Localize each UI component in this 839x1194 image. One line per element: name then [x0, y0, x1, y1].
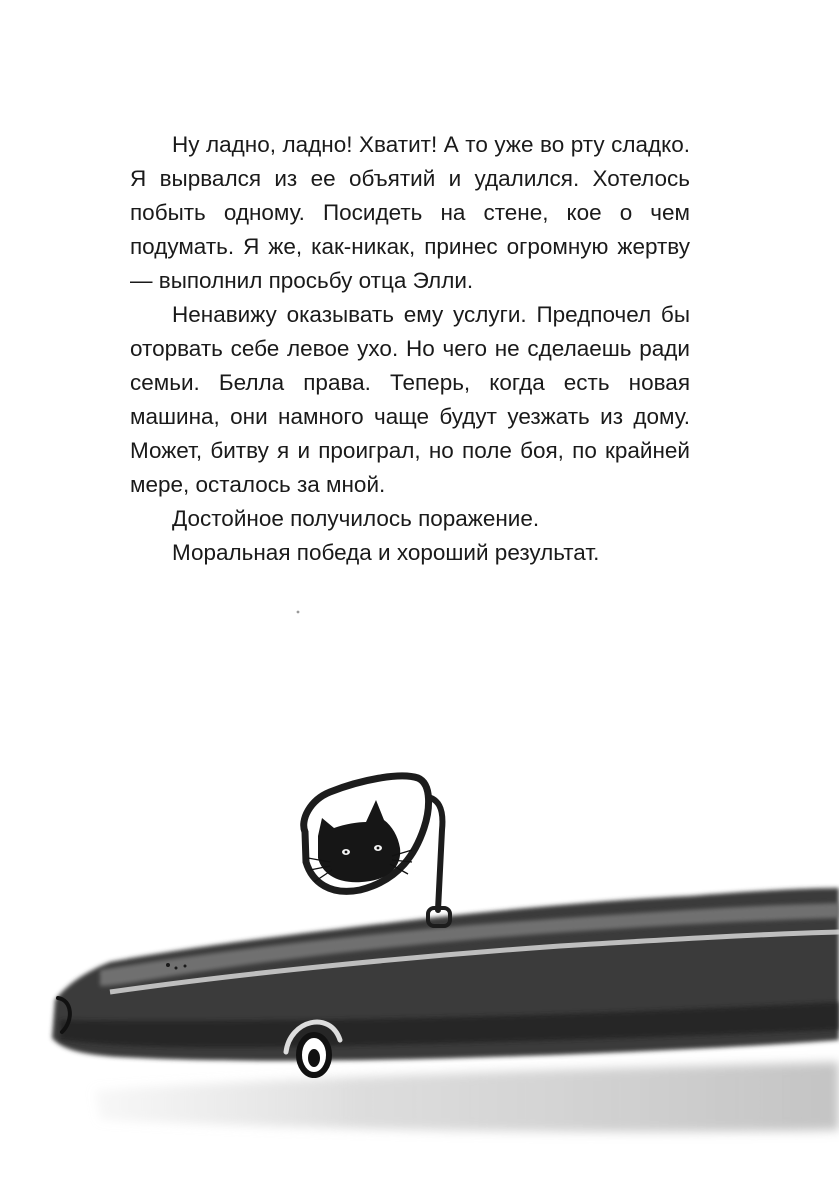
wheel-hub [308, 1049, 320, 1067]
paragraph-2: Ненавижу оказывать ему услуги. Предпочел бы оторвать себе левое ухо. Но чего не сделаешь ради семьи. Белла права. Теперь, когда есть новая машина, они намного чаще будут уезжать из дому. Может, битву я и проиграл, но поле боя, по крайней мере, осталось за мной. [130, 302, 690, 497]
text-block [130, 128, 690, 570]
paragraph-4: Моральная победа и хороший результат. [172, 540, 600, 565]
car-illustration [0, 600, 839, 1194]
road-wash [95, 1062, 839, 1132]
paragraph-1: Ну ладно, ладно! Хватит! А то уже во рту сладко. Я вырвался из ее объятий и удалился. Хотелось побыть одному. Посидеть на стене, кое о чем подумать. Я же, как-никак, принес огромную жертву — выполнил просьбу отца Элли. [130, 132, 690, 293]
paragraph-3: Достойное получилось поражение. [172, 506, 540, 531]
